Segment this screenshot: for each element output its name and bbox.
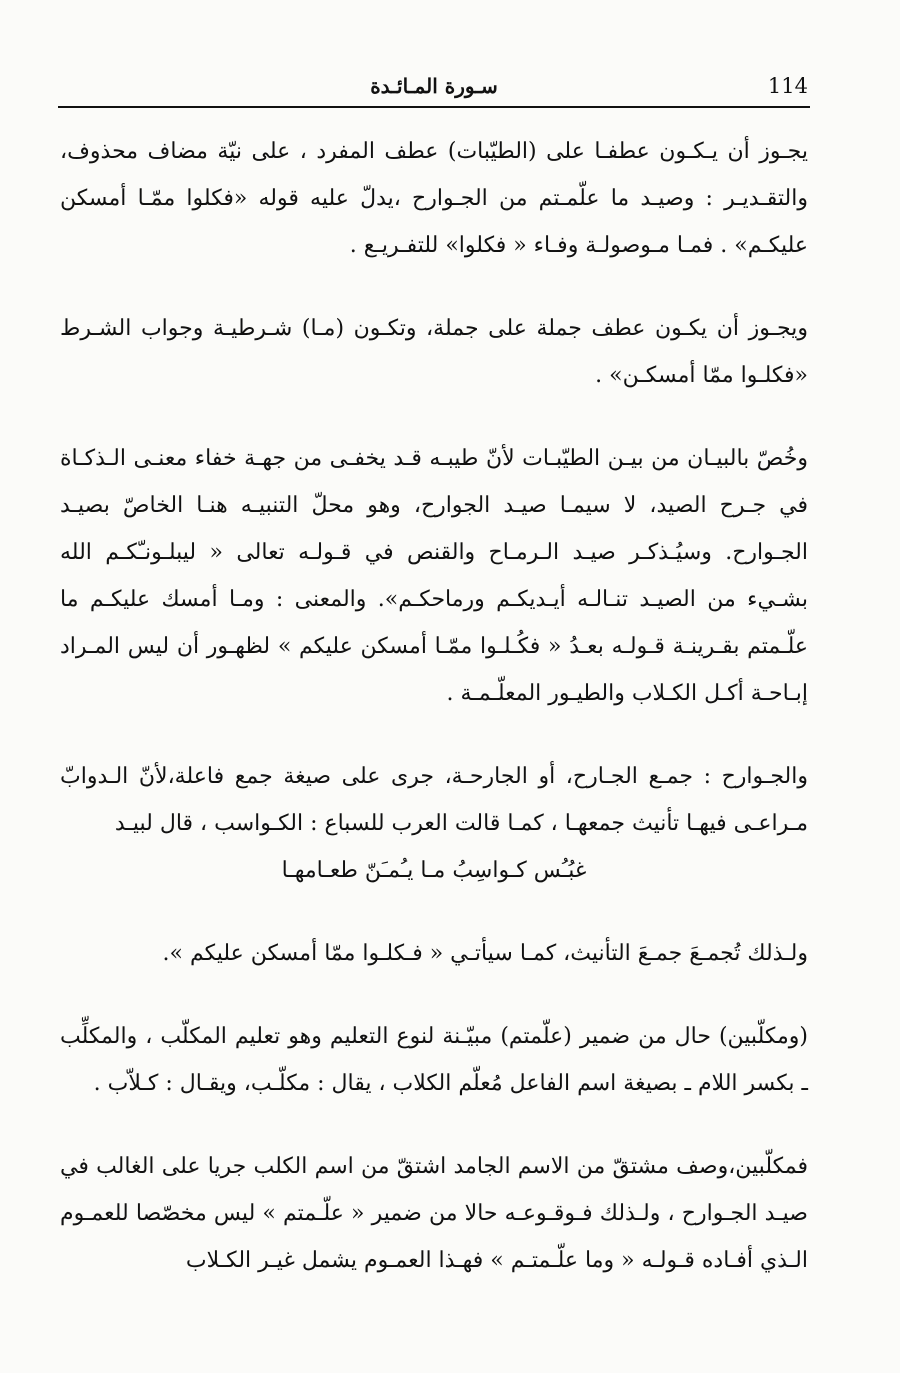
surah-title: سـورة المـائـدة [370,74,498,98]
page-body [60,128,808,1320]
page-header [58,70,810,108]
paragraph-5: ولـذلك تُجمـعَ جمـعَ التأنيث، كمـا سيأتـي « فـكلـوا ممّا أمسكن عليكم ». [162,941,808,966]
paragraph-2: ويجـوز أن يكـون عطف جملة على جملة، وتكـون (مـا) شـرطيـة وجواب الشـرط «فكلـوا ممّا أمسكـن» . [60,316,808,388]
poetry-verse: غبُـُس كـواسِبُ مـا يـُمـَنّ طعـامهـا [281,858,587,883]
page-number: 114 [767,74,808,98]
paragraph-7: فمكلّبين،وصف مشتقّ من الاسم الجامد اشتقّ من اسم الكلب جريا على الغالب في صيـد الجـوارح ، ولـذلك فـوقـوعـه حالا من ضمير « علّـمتم » ليس مخصّصا للعمـوم الـذي أفـاده قـولـه « وما علّـمتـم » فهـذا العمـوم يشمل غيـر الكـلاب [60,1154,808,1273]
paragraph-6: (ومكلّبين) حال من ضمير (علّمتم) مبيّـنة لنوع التعليم وهو تعليم المكلّب ، والمكلِّب ـ بكسر اللام ـ بصيغة اسم الفاعل مُعلّم الكلاب ، يقال : مكلّـب، ويقـال : كـلاّب . [60,1024,808,1096]
paragraph-4: والجـوارح : جمـع الجـارح، أو الجارحـة، جرى على صيغة جمع فاعلة،لأنّ الـدوابّ مـراعـى فيهـا تأنيث جمعهـا ، كمـا قالت العرب للسباع : الكـواسب ، قال لبيـد [60,764,808,836]
paragraph-1: يجـوز أن يـكـون عطفـا على (الطيّبات) عطف المفرد ، على نيّة مضاف محذوف، والتقـديـر : وصيـد ما علّمـتم من الجـوارح ،يدلّ عليه قوله «فكلوا ممّـا أمسكن عليكـم» . فمـا مـوصولـة وفـاء « فكلوا» للتفـريـع . [60,139,808,258]
paragraph-3: وخُصّ بالبيـان من بيـن الطيّبـات لأنّ طيبـه قـد يخفـى من جهـة خفاء معنـى الـذكـاة في جـرح الصيد، لا سيمـا صيـد الجوارح، وهو محلّ التنبيـه هنـا الخاصّ بصيـد الجـوارح. وسيُـذكـر صيـد الـرمـاح والقنص في قـولـه تعالى « ليبلـونـّكـم الله بشـيء من الصيـد تنـالـه أيـديكـم ورماحكـم». والمعنى : ومـا أمسك عليكـم ما علّـمتم بقـرينـة قـولـه بعـدُ « فكُـلـوا ممّـا أمسكن عليكم » لظهـور أن ليس المـراد إبـاحـة أكـل الكـلاب والطيـور المعلّـمـة . [60,446,808,706]
